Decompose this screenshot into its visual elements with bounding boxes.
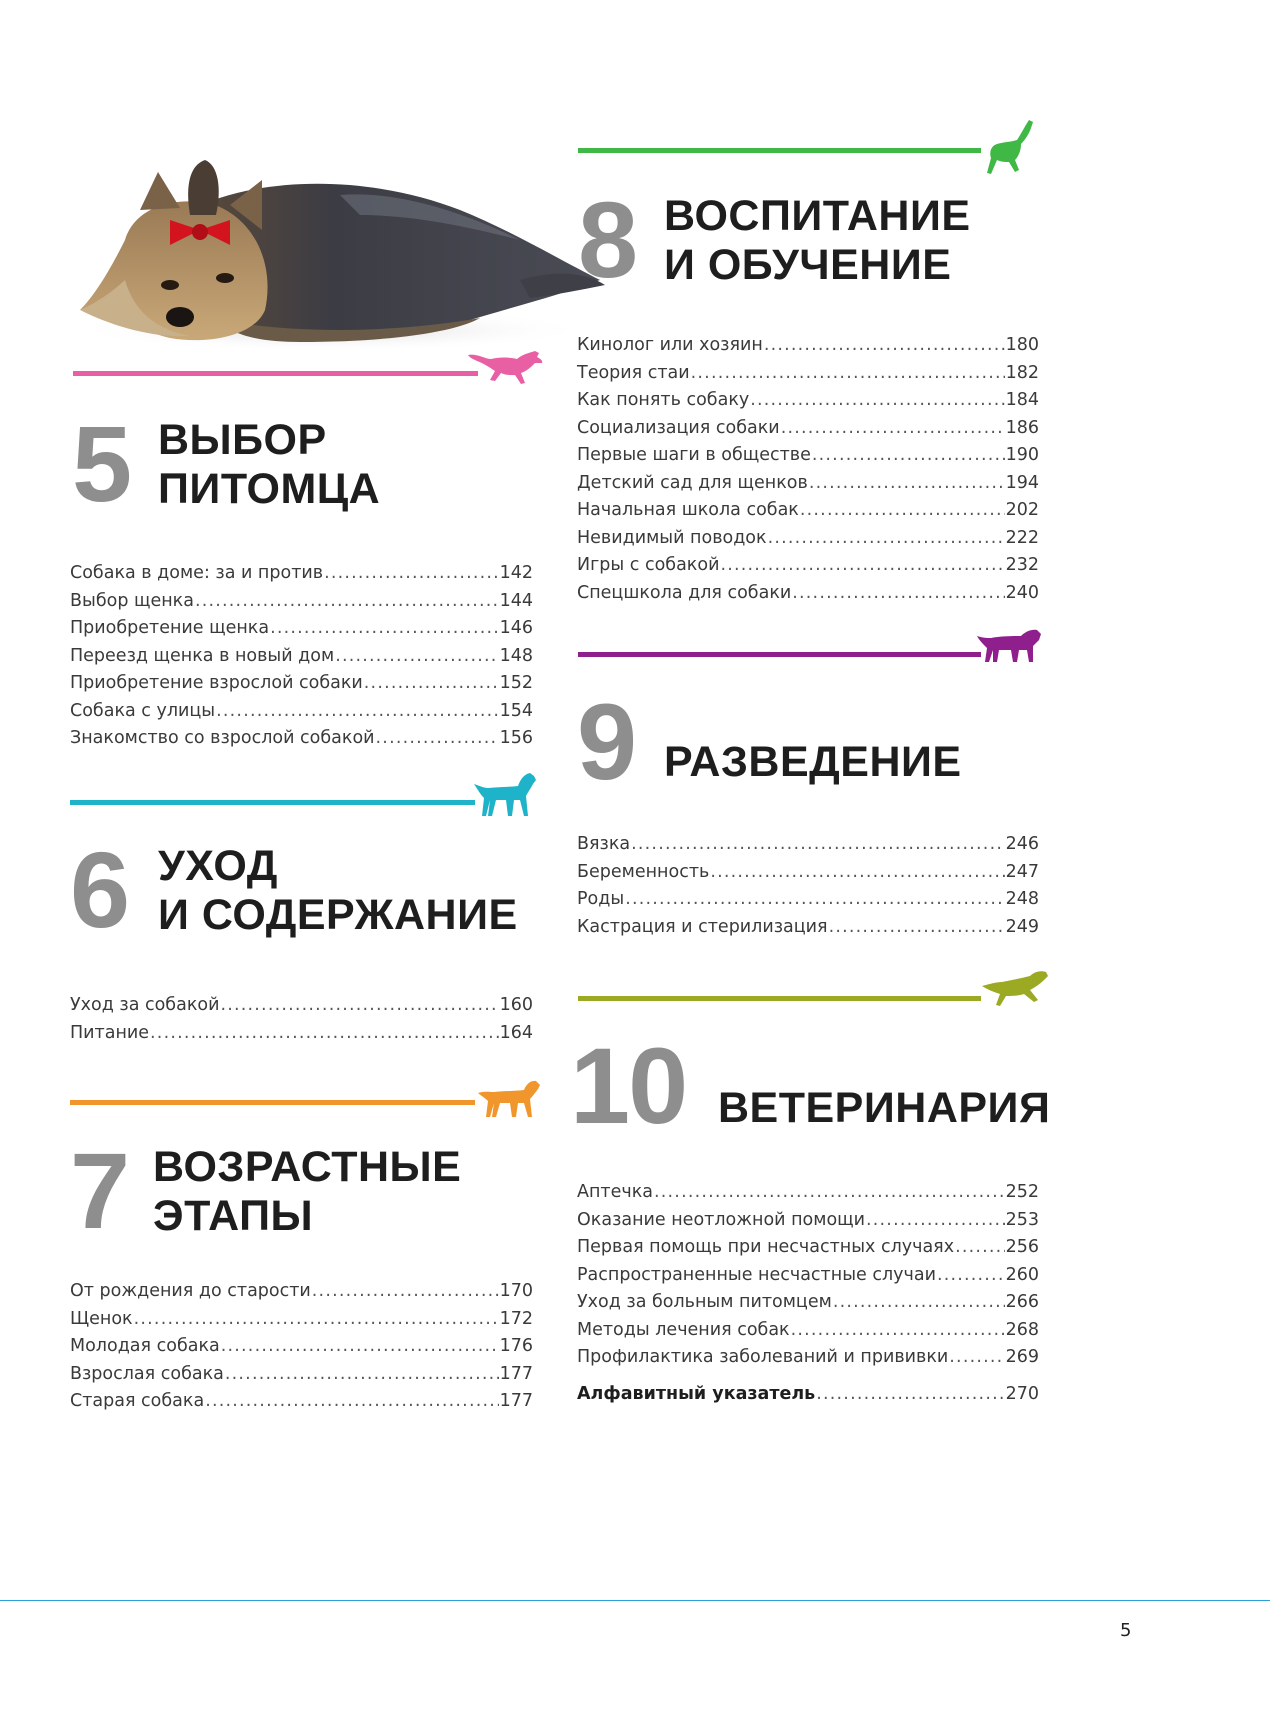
toc-entry-title: Детский сад для щенков bbox=[577, 472, 808, 493]
leader-dots bbox=[791, 1320, 1005, 1340]
section-7-title-line1: ВОЗРАСТНЫЕ bbox=[153, 1143, 462, 1191]
toc-entry-page: 160 bbox=[499, 995, 533, 1015]
toc-entry[interactable] bbox=[70, 673, 533, 701]
section-5-title-line1: ВЫБОР bbox=[158, 416, 327, 464]
section-5-toc bbox=[70, 563, 533, 756]
toc-entry[interactable] bbox=[70, 1364, 533, 1392]
toc-entry[interactable] bbox=[70, 1309, 533, 1337]
toc-entry-title: Взрослая собака bbox=[70, 1363, 224, 1384]
toc-entry[interactable] bbox=[577, 1320, 1039, 1348]
toc-entry-title: Распространенные несчастные случаи bbox=[577, 1264, 936, 1285]
section-8-number: 8 bbox=[578, 179, 637, 300]
toc-entry-title: Уход за собакой bbox=[70, 995, 220, 1015]
toc-entry-page: 144 bbox=[499, 590, 533, 611]
toc-entry-title: Беременность bbox=[577, 861, 710, 882]
toc-entry[interactable] bbox=[577, 473, 1039, 501]
toc-entry[interactable] bbox=[577, 418, 1039, 446]
leader-dots bbox=[781, 418, 1005, 438]
toc-entry-page: 256 bbox=[1005, 1237, 1039, 1257]
toc-entry-page: 186 bbox=[1005, 417, 1039, 438]
leader-dots bbox=[216, 701, 498, 721]
toc-entry[interactable] bbox=[70, 646, 533, 674]
leader-dots bbox=[937, 1265, 1005, 1285]
section-8-title-line1: ВОСПИТАНИЕ bbox=[664, 192, 971, 240]
toc-entry[interactable] bbox=[577, 528, 1039, 556]
toc-entry[interactable] bbox=[577, 834, 1039, 862]
leader-dots bbox=[800, 500, 1005, 520]
toc-entry[interactable] bbox=[577, 583, 1039, 611]
leader-dots bbox=[768, 528, 1005, 548]
section-10-rule bbox=[578, 996, 981, 1001]
toc-entry-title: Первые шаги в обществе bbox=[577, 445, 811, 465]
section-8-rule bbox=[578, 148, 981, 153]
leader-dots bbox=[134, 1309, 499, 1329]
toc-entry[interactable] bbox=[577, 555, 1039, 583]
toc-entry-page: 180 bbox=[1005, 335, 1039, 355]
leader-dots bbox=[335, 646, 498, 666]
toc-entry-page: 148 bbox=[499, 645, 533, 666]
toc-entry-title: Социализация собаки bbox=[577, 417, 780, 438]
toc-entry[interactable] bbox=[577, 335, 1039, 363]
leader-dots bbox=[225, 1364, 499, 1384]
section-7-number: 7 bbox=[70, 1130, 129, 1251]
toc-entry-page: 247 bbox=[1005, 861, 1039, 882]
section-5-title bbox=[158, 416, 380, 514]
toc-entry[interactable] bbox=[70, 591, 533, 619]
section-9-title-line1: РАЗВЕДЕНИЕ bbox=[664, 738, 962, 786]
toc-entry[interactable] bbox=[577, 1237, 1039, 1265]
toc-entry-page: 248 bbox=[1005, 889, 1039, 909]
leader-dots bbox=[654, 1182, 1005, 1202]
leader-dots bbox=[866, 1210, 1005, 1230]
toc-entry-title: Алфавитный указатель bbox=[577, 1384, 816, 1404]
section-6-rule bbox=[70, 800, 475, 805]
section-5-title-line2: ПИТОМЦА bbox=[158, 465, 381, 513]
toc-entry-title: Выбор щенка bbox=[70, 590, 194, 611]
section-7-rule bbox=[70, 1100, 475, 1105]
toc-entry-page: 164 bbox=[499, 1022, 533, 1043]
toc-entry-title: Теория стаи bbox=[577, 362, 690, 383]
toc-entry-title: Собака с улицы bbox=[70, 700, 216, 721]
leader-dots bbox=[764, 335, 1005, 355]
toc-entry-page: 253 bbox=[1005, 1209, 1039, 1230]
toc-entry-page: 252 bbox=[1005, 1182, 1039, 1202]
running-dog-icon bbox=[465, 347, 545, 391]
toc-entry-page: 182 bbox=[1005, 362, 1039, 383]
toc-entry-page: 142 bbox=[499, 563, 533, 583]
section-10-title-line1: ВЕТЕРИНАРИЯ bbox=[718, 1084, 1051, 1132]
section-6-title-line2: И СОДЕРЖАНИЕ bbox=[158, 891, 518, 939]
leader-dots bbox=[809, 473, 1005, 493]
toc-entry-page: 156 bbox=[499, 728, 533, 748]
page-number: 5 bbox=[1120, 1620, 1132, 1641]
section-10-number: 10 bbox=[570, 1025, 687, 1146]
toc-entry[interactable] bbox=[70, 995, 533, 1023]
toc-entry-page: 184 bbox=[1005, 390, 1039, 410]
toc-entry-page: 232 bbox=[1005, 555, 1039, 575]
toc-entry-title: Как понять собаку bbox=[577, 390, 750, 410]
yorkshire-terrier-photo bbox=[40, 80, 610, 390]
toc-entry-page: 268 bbox=[1005, 1319, 1039, 1340]
toc-entry-title: Кинолог или хозяин bbox=[577, 335, 763, 355]
standing-dog-icon bbox=[470, 770, 540, 824]
section-6-title-line1: УХОД bbox=[158, 842, 278, 890]
toc-entry[interactable] bbox=[70, 1391, 533, 1419]
section-6-number: 6 bbox=[70, 829, 129, 950]
toc-entry-title: Молодая собака bbox=[70, 1336, 220, 1356]
leader-dots bbox=[376, 728, 499, 748]
toc-entry-page: 240 bbox=[1005, 582, 1039, 603]
toc-entry[interactable] bbox=[577, 445, 1039, 473]
toc-entry-page: 172 bbox=[499, 1308, 533, 1329]
toc-entry-index[interactable] bbox=[577, 1384, 1039, 1412]
leader-dots bbox=[221, 1336, 499, 1356]
section-7-title bbox=[153, 1143, 461, 1241]
toc-entry[interactable] bbox=[577, 363, 1039, 391]
toc-entry[interactable] bbox=[577, 1182, 1039, 1210]
toc-entry-page: 249 bbox=[1005, 916, 1039, 937]
leader-dots bbox=[195, 591, 499, 611]
toc-entry-title: Вязка bbox=[577, 834, 631, 854]
section-10-title bbox=[718, 1084, 1050, 1133]
toc-entry-page: 260 bbox=[1005, 1264, 1039, 1285]
leader-dots bbox=[691, 363, 1005, 383]
toc-entry[interactable] bbox=[577, 917, 1039, 945]
leader-dots bbox=[324, 563, 499, 583]
jumping-dog-icon bbox=[985, 118, 1035, 184]
leader-dots bbox=[312, 1281, 499, 1301]
toc-entry-page: 154 bbox=[499, 700, 533, 721]
toc-entry[interactable] bbox=[577, 500, 1039, 528]
section-8-title-line2: И ОБУЧЕНИЕ bbox=[664, 241, 952, 289]
leader-dots bbox=[150, 1023, 499, 1043]
toc-entry[interactable] bbox=[577, 1347, 1039, 1375]
leader-dots bbox=[792, 583, 1004, 603]
toc-entry[interactable] bbox=[70, 1281, 533, 1309]
toc-entry-title: Первая помощь при несчастных случаях bbox=[577, 1237, 955, 1257]
section-7-toc bbox=[70, 1281, 533, 1419]
toc-entry-title: Невидимый поводок bbox=[577, 527, 767, 548]
toc-entry-title: Методы лечения собак bbox=[577, 1319, 790, 1340]
leader-dots bbox=[631, 834, 1004, 854]
leader-dots bbox=[949, 1347, 1004, 1367]
toc-entry[interactable] bbox=[577, 390, 1039, 418]
toc-entry[interactable] bbox=[70, 618, 533, 646]
toc-entry-page: 177 bbox=[499, 1363, 533, 1384]
toc-entry-title: Уход за больным питомцем bbox=[577, 1292, 832, 1312]
toc-entry[interactable] bbox=[70, 701, 533, 729]
section-9-rule bbox=[578, 652, 981, 657]
toc-entry-page: 194 bbox=[1005, 472, 1039, 493]
section-9-title bbox=[664, 738, 962, 787]
toc-entry-title: Щенок bbox=[70, 1308, 133, 1329]
toc-entry-title: Игры с собакой bbox=[577, 555, 720, 575]
toc-entry-title: От рождения до старости bbox=[70, 1281, 311, 1301]
toc-entry-title: Аптечка bbox=[577, 1182, 654, 1202]
toc-entry-page: 146 bbox=[499, 618, 533, 638]
leader-dots bbox=[833, 1292, 1005, 1312]
toc-entry-title: Начальная школа собак bbox=[577, 500, 799, 520]
leader-dots bbox=[829, 917, 1005, 937]
toc-entry-title: Приобретение щенка bbox=[70, 618, 270, 638]
leader-dots bbox=[720, 555, 1004, 575]
section-9-toc bbox=[577, 834, 1039, 944]
leader-dots bbox=[205, 1391, 498, 1411]
toc-entry-title: Роды bbox=[577, 889, 625, 909]
section-8-toc bbox=[577, 335, 1039, 610]
toc-entry-page: 190 bbox=[1005, 445, 1039, 465]
leader-dots bbox=[625, 889, 1004, 909]
toc-entry-title: Знакомство со взрослой собакой bbox=[70, 728, 375, 748]
leader-dots bbox=[750, 390, 1004, 410]
footer-rule bbox=[0, 1600, 1270, 1601]
toc-entry-title: Кастрация и стерилизация bbox=[577, 916, 828, 937]
toc-entry-title: Старая собака bbox=[70, 1391, 205, 1411]
toc-entry-title: Приобретение взрослой собаки bbox=[70, 673, 363, 693]
leader-dots bbox=[220, 995, 498, 1015]
toc-entry-title: Собака в доме: за и против bbox=[70, 563, 324, 583]
toc-entry-page: 266 bbox=[1005, 1292, 1039, 1312]
leader-dots bbox=[364, 673, 499, 693]
toc-entry-title: Профилактика заболеваний и прививки bbox=[577, 1347, 949, 1367]
section-6-toc bbox=[70, 995, 533, 1050]
toc-entry[interactable] bbox=[70, 728, 533, 756]
toc-entry-page: 152 bbox=[499, 673, 533, 693]
toc-entry[interactable] bbox=[577, 1265, 1039, 1293]
section-7-title-line2: ЭТАПЫ bbox=[153, 1192, 314, 1240]
toc-entry-title: Переезд щенка в новый дом bbox=[70, 645, 335, 666]
toc-entry[interactable] bbox=[70, 1336, 533, 1364]
section-5-number: 5 bbox=[72, 403, 131, 524]
toc-entry[interactable] bbox=[70, 563, 533, 591]
section-8-title bbox=[664, 192, 971, 290]
toc-entry-page: 269 bbox=[1005, 1347, 1039, 1367]
toc-entry-page: 222 bbox=[1005, 527, 1039, 548]
walking-dog-icon bbox=[474, 1075, 544, 1124]
toc-entry-title: Питание bbox=[70, 1022, 150, 1043]
index-toc bbox=[577, 1384, 1039, 1412]
toc-entry-page: 246 bbox=[1005, 834, 1039, 854]
section-5-rule bbox=[73, 371, 478, 376]
toc-entry-page: 170 bbox=[499, 1281, 533, 1301]
section-10-toc bbox=[577, 1182, 1039, 1375]
bulldog-icon bbox=[975, 626, 1043, 668]
leaping-dog-icon bbox=[980, 966, 1050, 1014]
toc-entry-title: Спецшкола для собаки bbox=[577, 582, 792, 603]
toc-entry-page: 176 bbox=[499, 1336, 533, 1356]
leader-dots bbox=[955, 1237, 1005, 1257]
toc-entry[interactable] bbox=[577, 862, 1039, 890]
section-6-title bbox=[158, 842, 518, 940]
section-9-number: 9 bbox=[577, 681, 636, 802]
toc-entry[interactable] bbox=[577, 889, 1039, 917]
toc-entry-title: Оказание неотложной помощи bbox=[577, 1209, 866, 1230]
leader-dots bbox=[812, 445, 1005, 465]
toc-entry[interactable] bbox=[577, 1292, 1039, 1320]
toc-entry[interactable] bbox=[577, 1210, 1039, 1238]
leader-dots bbox=[816, 1384, 1004, 1404]
toc-entry-page: 270 bbox=[1005, 1384, 1039, 1404]
toc-entry[interactable] bbox=[70, 1023, 533, 1051]
toc-entry-page: 177 bbox=[499, 1391, 533, 1411]
leader-dots bbox=[710, 862, 1004, 882]
leader-dots bbox=[270, 618, 498, 638]
toc-entry-page: 202 bbox=[1005, 500, 1039, 520]
